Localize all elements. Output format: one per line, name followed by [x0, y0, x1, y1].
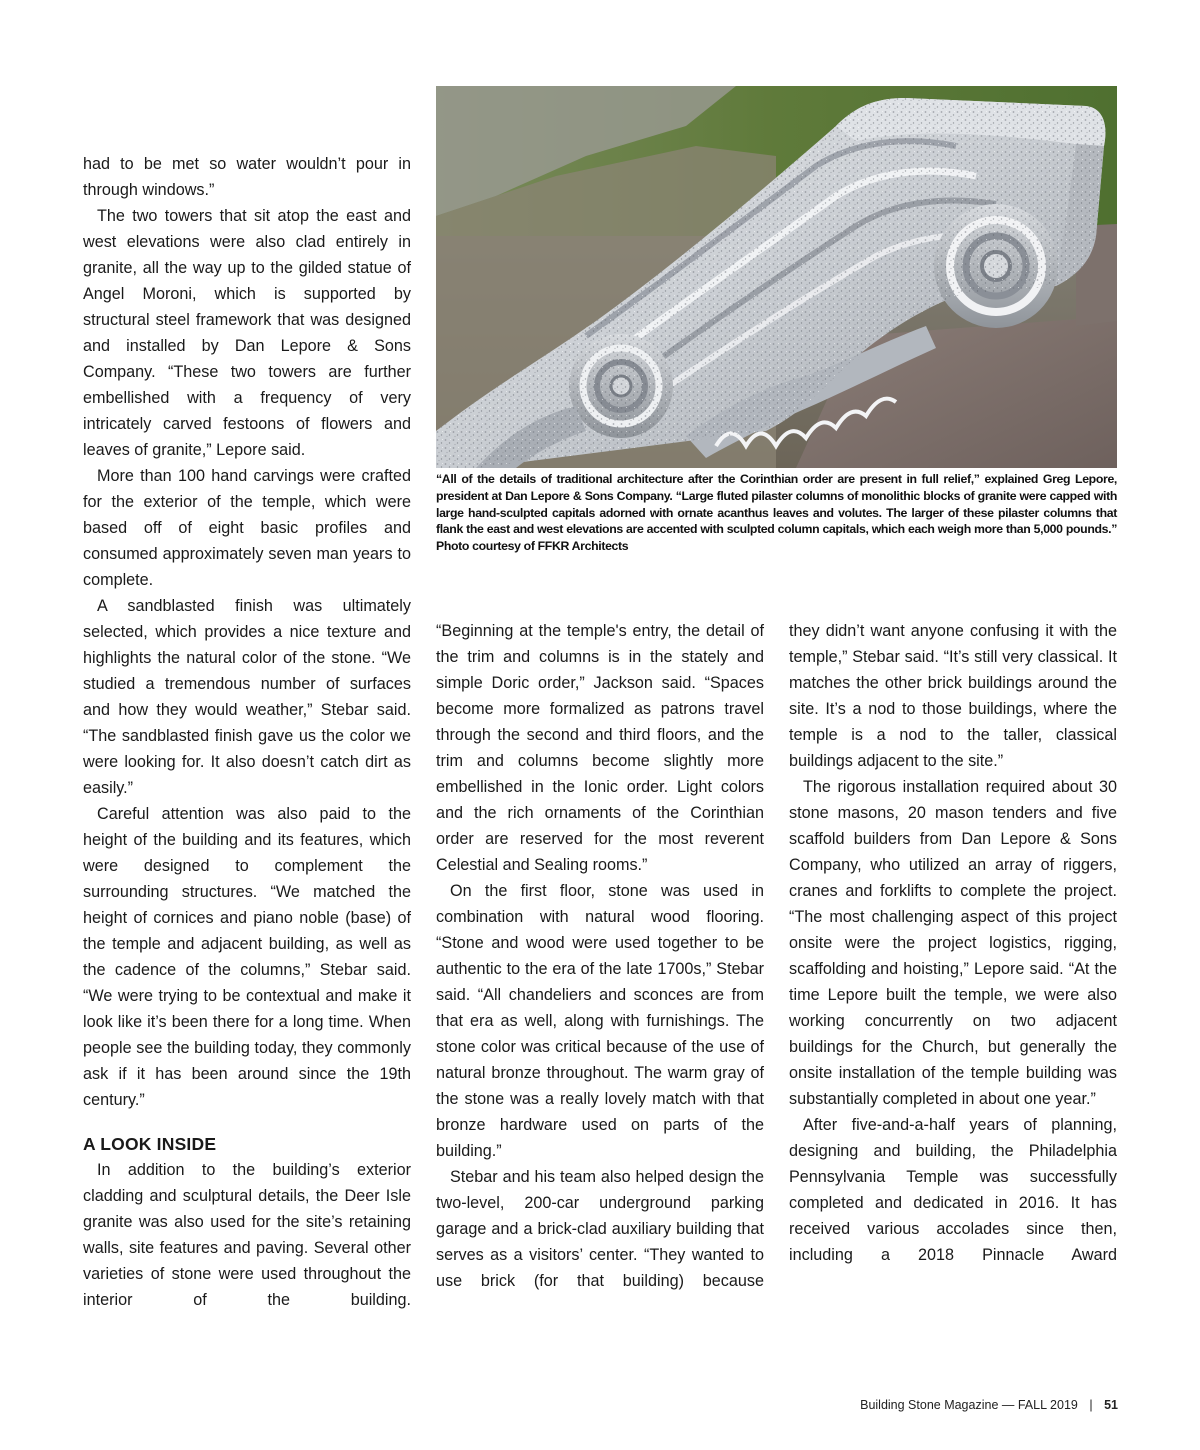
paragraph: The rigorous installation required about 30 stone masons, 20 mason tenders and five scaffold builders from Dan Lepore & Sons Company, who utilized an array of riggers, cranes and forklifts to complete the project. “The most challenging aspect of this project onsite were the project logistics, rigging, scaffolding and hoisting,” Lepore said. “At the time Lepore built the temple, we were also working concurrently on two adjacent buildings for the Church, but generally the onsite installation of the temple building was substantially completed in about one year.”: [789, 778, 1117, 1108]
photo-illustration: [436, 86, 1117, 468]
photo-caption: “All of the details of traditional architecture after the Corinthian order are present in full relief,” explained Greg Lepore, president at Dan Lepore & Sons Company. “Large fluted pilaster columns of monolithic blocks of granite were capped with large hand-sculpted capitals adorned with ornate acanthus leaves and volutes. The larger of these pilaster columns that flank the east and west elevations are accented with sculpted column capitals, which each weigh more than 5,000 pounds.” Photo courtesy of FFKR Architects: [436, 472, 1117, 554]
paragraph: they didn’t want anyone confusing it with the temple,” Stebar said. “It’s still very classical. It matches the other brick buildings around the site. It’s a nod to those buildings, where the temple is a nod to the taller, classical buildings adjacent to the site.”: [789, 622, 1117, 770]
section-heading: A LOOK INSIDE: [83, 1134, 217, 1154]
paragraph: had to be met so water wouldn’t pour in through windows.”: [83, 155, 411, 199]
magazine-name: Building Stone Magazine —: [860, 1398, 1015, 1412]
paragraph: “Beginning at the temple's entry, the detail of the trim and columns is in the stately and simple Doric order,” Jackson said. “Spaces become more formalized as patrons travel through the second and third floors, and the trim and columns become slightly more embellished in the Ionic order. Light colors and the rich ornaments of the Corinthian order are reserved for the most reverent Celestial and Sealing rooms.”: [436, 622, 764, 874]
paragraph: More than 100 hand carvings were crafted for the exterior of the temple, which were based off of eight basic profiles and consumed approximately seven man years to complete.: [83, 467, 411, 589]
issue-label: FALL 2019: [1017, 1398, 1078, 1412]
page-number: 51: [1104, 1398, 1118, 1412]
paragraph: Careful attention was also paid to the height of the building and its features, which were designed to complement the surrounding structures. “We matched the height of cornices and piano noble (base) of the temple and adjacent building, as well as the cadence of the columns,” Stebar said. “We were trying to be contextual and make it look like it’s been there for a long time. When people see the building today, they commonly ask if it has been around since the 19th century.”: [83, 805, 411, 1109]
paragraph: After five-and-a-half years of planning, designing and building, the Philadelphia Pennsylvania Temple was successfully completed and dedicated in 2016. It has received various accolades since then, including a 2018 Pinnacle Award: [789, 1116, 1117, 1264]
article-column-3: [789, 618, 1117, 1268]
paragraph: A sandblasted finish was ultimately selected, which provides a nice texture and highlights the natural color of the stone. “We studied a tremendous number of surfaces and how they would weather,” Stebar said. “The sandblasted finish gave us the color we were looking for. It also doesn’t catch dirt as easily.”: [83, 597, 411, 797]
paragraph: In addition to the building’s exterior cladding and sculptural details, the Deer Isle granite was also used for the site’s retaining walls, site features and paving. Several other varieties of stone were used throughout the interior of the building.: [83, 1161, 411, 1309]
article-column-1: [83, 151, 411, 1313]
granite-capital-photo: [436, 86, 1117, 468]
paragraph: Stebar and his team also helped design the two-level, 200-car underground parking garage and a brick-clad auxiliary building that serves as a visitors’ center. “They wanted to use brick (for that building) because: [436, 1168, 764, 1290]
footer-separator: |: [1089, 1398, 1093, 1412]
article-column-2: [436, 618, 764, 1294]
paragraph: The two towers that sit atop the east and west elevations were also clad entirely in granite, all the way up to the gilded statue of Angel Moroni, which is supported by structural steel framework that was designed and installed by Dan Lepore & Sons Company. “These two towers are further embellished with a frequency of very intricately carved festoons of flowers and leaves of granite,” Lepore said.: [83, 207, 411, 459]
page-footer: [860, 1397, 1118, 1413]
paragraph: On the first floor, stone was used in combination with natural wood flooring. “Stone and wood were used together to be authentic to the era of the late 1700s,” Stebar said. “All chandeliers and sconces are from that era as well, along with furnishings. The stone color was critical because of the use of natural bronze throughout. The warm gray of the stone was a really lovely match with that bronze hardware used on parts of the building.”: [436, 882, 764, 1160]
